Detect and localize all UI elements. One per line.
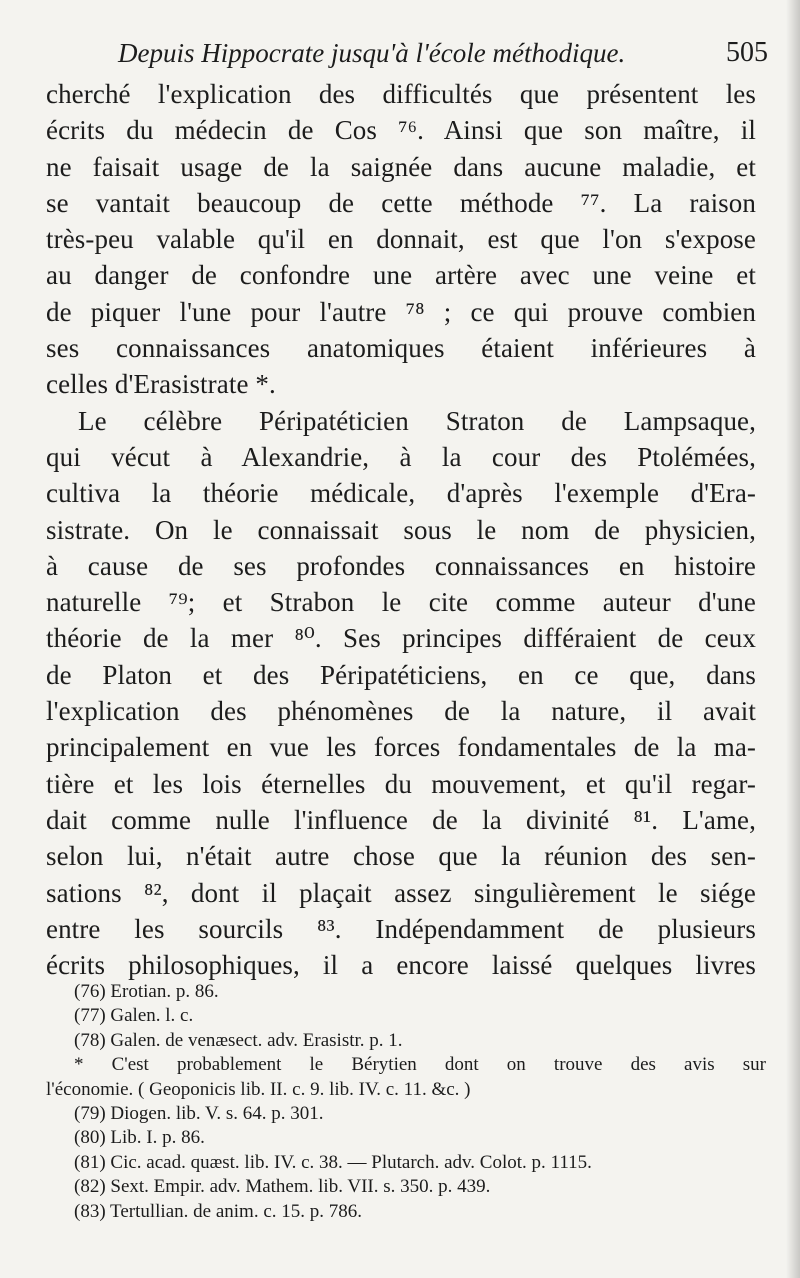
- body-line: ne faisait usage de la saignée dans aucune maladie, et: [46, 151, 756, 182]
- body-line: entre les sourcils ⁸³. Indépendamment de plusieurs: [46, 913, 756, 944]
- footnote: (76) Erotian. p. 86.: [74, 981, 219, 1002]
- footnote: (80) Lib. I. p. 86.: [74, 1127, 205, 1149]
- body-line: selon lui, n'était autre chose que la réunion des sen-: [46, 841, 756, 872]
- body-line: théorie de la mer ⁸⁰. Ses principes différaient de ceux: [46, 623, 756, 654]
- footnote: (77) Galen. l. c.: [74, 1005, 194, 1027]
- footnote: (78) Galen. de venæsect. adv. Erasistr. p. 1.: [74, 1029, 403, 1051]
- page-edge-shadow: [786, 0, 800, 1278]
- body-text: [46, 76, 756, 983]
- body-line: Le célèbre Péripatéticien Straton de Lampsaque,: [78, 405, 756, 436]
- body-line: naturelle ⁷⁹; et Strabon le cite comme auteur d'une: [46, 587, 756, 618]
- body-line: cherché l'explication des difficultés que présentent les: [46, 79, 756, 109]
- body-line: de Platon et des Péripatéticiens, en ce que, dans: [46, 659, 756, 690]
- body-line: se vantait beaucoup de cette méthode ⁷⁷. La raison: [46, 187, 756, 218]
- body-line: au danger de confondre une artère avec une veine et: [46, 260, 756, 291]
- footnote: (82) Sext. Empir. adv. Mathem. lib. VII. s. 350. p. 439.: [74, 1176, 491, 1198]
- footnote: (81) Cic. acad. quæst. lib. IV. c. 38. — Plutarch. adv. Colot. p. 1115.: [74, 1151, 592, 1173]
- footnote: (83) Tertullian. de anim. c. 15. p. 786.: [74, 1200, 363, 1222]
- page-number: 505: [726, 37, 768, 68]
- body-line: de piquer l'une pour l'autre ⁷⁸ ; ce qui prouve combien: [46, 296, 756, 327]
- running-header: [118, 30, 768, 76]
- body-line: à cause de ses profondes connaissances en histoire: [46, 550, 756, 581]
- body-line: qui vécut à Alexandrie, à la cour des Ptolémées,: [46, 441, 756, 472]
- body-line: très-peu valable qu'il en donnait, est que l'on s'expose: [46, 224, 756, 255]
- body-line: celles d'Erasistrate *.: [46, 369, 276, 400]
- footnote: l'économie. ( Geoponicis lib. II. c. 9. lib. IV. c. 11. &c. ): [46, 1078, 471, 1100]
- body-line: sistrate. On le connaissait sous le nom de physicien,: [46, 514, 756, 545]
- footnote: * C'est probablement le Bérytien dont on trouve des avis sur: [74, 1054, 766, 1076]
- body-line: ses connaissances anatomiques étaient inférieures à: [46, 333, 756, 364]
- body-line: cultiva la théorie médicale, d'après l'exemple d'Era-: [46, 478, 756, 509]
- body-line: principalement en vue les forces fondamentales de la ma-: [46, 732, 756, 763]
- body-line: écrits du médecin de Cos ⁷⁶. Ainsi que son maître, il: [46, 115, 756, 146]
- body-line: sations ⁸², dont il plaçait assez singulièrement le siége: [46, 877, 756, 908]
- running-title: Depuis Hippocrate jusqu'à l'école méthodique.: [118, 38, 626, 68]
- footnotes: [46, 980, 766, 1224]
- body-line: tière et les lois éternelles du mouvement, et qu'il regar-: [46, 768, 756, 799]
- body-line: l'explication des phénomènes de la nature, il avait: [46, 696, 756, 727]
- body-line: dait comme nulle l'influence de la divinité ⁸¹. L'ame,: [46, 804, 756, 835]
- footnote: (79) Diogen. lib. V. s. 64. p. 301.: [74, 1102, 324, 1124]
- body-line: écrits philosophiques, il a encore laissé quelques livres: [46, 950, 756, 981]
